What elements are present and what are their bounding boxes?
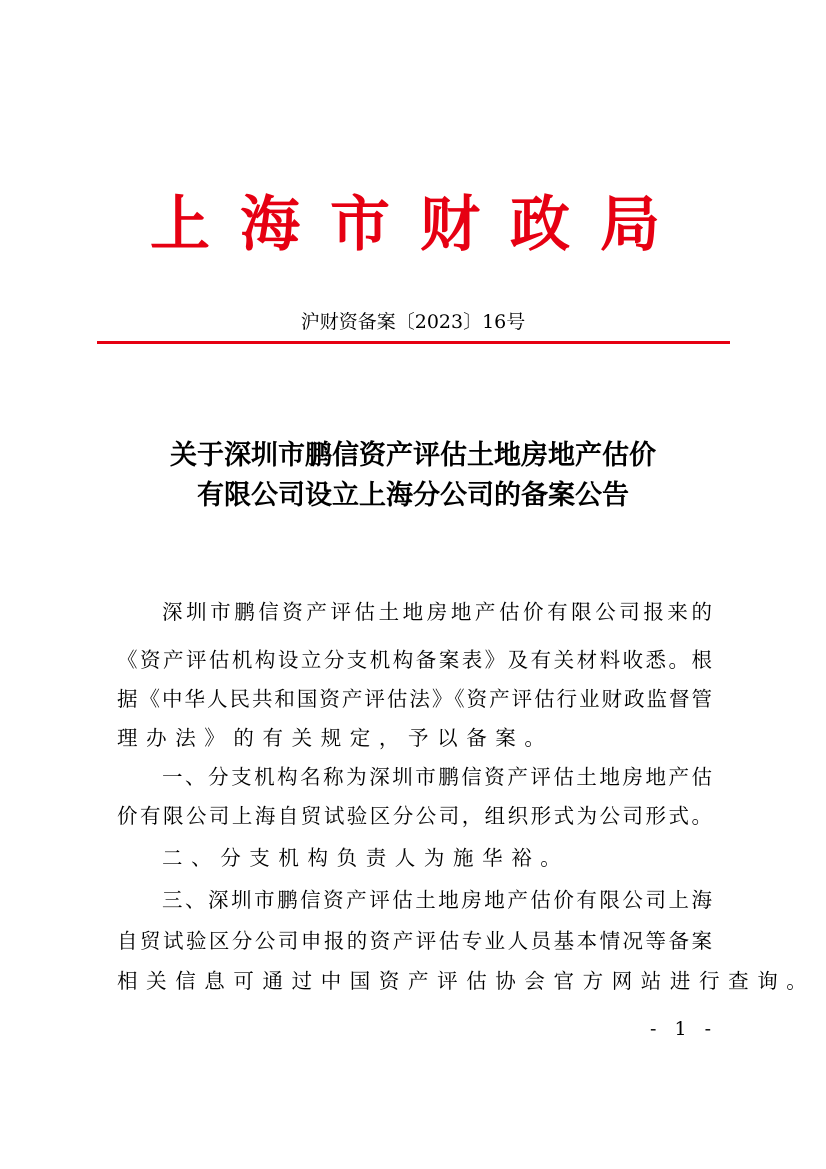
body-line: 深圳市鹏信资产评估土地房地产估价有限公司报来的 bbox=[162, 600, 712, 624]
body-line: 理办法》的有关规定，予以备案。 bbox=[117, 726, 554, 750]
body-line: 价有限公司上海自贸试验区分公司，组织形式为公司形式。 bbox=[117, 804, 712, 828]
document-title-line-1: 关于深圳市鹏信资产评估土地房地产估价 bbox=[170, 440, 656, 471]
body-line: 《资产评估机构设立分支机构备案表》及有关材料收悉。根 bbox=[117, 648, 712, 672]
body-line: 三、深圳市鹏信资产评估土地房地产估价有限公司上海 bbox=[162, 888, 712, 912]
body-line: 相关信息可通过中国资产评估协会官方网站进行查询。 bbox=[117, 969, 816, 993]
body-line: 据《中华人民共和国资产评估法》《资产评估行业财政监督管 bbox=[117, 687, 712, 711]
body-line: 二、分支机构负责人为施华裕。 bbox=[162, 846, 570, 870]
document-title-line-2: 有限公司设立上海分公司的备案公告 bbox=[197, 480, 629, 511]
issuing-organization: 上海市财政局 bbox=[150, 190, 690, 260]
body-line: 一、分支机构名称为深圳市鹏信资产评估土地房地产估 bbox=[162, 765, 712, 789]
body-line: 自贸试验区分公司申报的资产评估专业人员基本情况等备案 bbox=[117, 929, 712, 953]
document-number: 沪财资备案〔2023〕16号 bbox=[300, 311, 526, 333]
page-number: - 1 - bbox=[650, 1018, 718, 1040]
red-divider bbox=[97, 341, 730, 344]
